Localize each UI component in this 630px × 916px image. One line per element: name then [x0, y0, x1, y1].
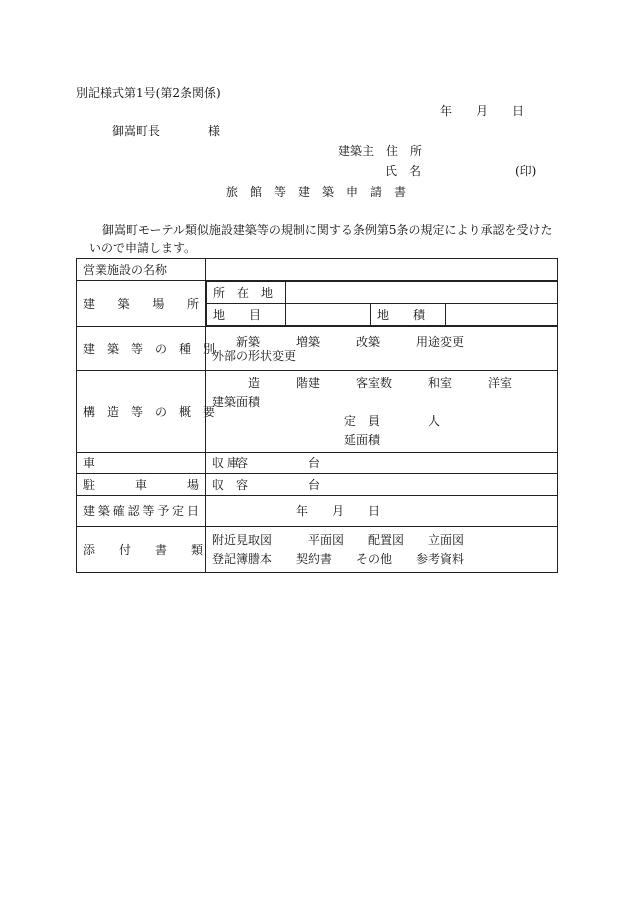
structure-line-4: 延面積: [212, 433, 381, 447]
table-row: [77, 474, 558, 496]
garage-label: 車 庫: [77, 453, 206, 474]
structure-line-2: 建築面積: [212, 395, 261, 409]
building-type-options: 新築 増築 改築 用途変更: [212, 334, 465, 349]
attachments-line-1: 附近見取図 平面図 配置図 立面図: [212, 532, 465, 547]
business-name-value[interactable]: [206, 259, 558, 281]
table-row: [77, 453, 558, 474]
location-label: 建 築 場 所: [77, 281, 206, 327]
table-row: [77, 259, 558, 281]
structure-value: [206, 371, 558, 453]
land-area-label: 地 積: [371, 304, 446, 326]
date-line: 年 月 日: [440, 104, 525, 118]
garage-value: 収 容 台: [206, 453, 558, 474]
body-text-line1: 御嵩町モーテル類似施設建築等の規制に関する条例第5条の規定により承認を受けた: [102, 223, 553, 237]
confirm-date-label: 建築確認等予定日: [77, 496, 206, 527]
applicant-address-label: 建築主 住 所: [338, 144, 423, 158]
land-category-value[interactable]: [286, 304, 371, 326]
table-row: [77, 371, 558, 453]
attachments-value: [206, 527, 558, 573]
application-table: [76, 258, 558, 573]
form-number: 別記様式第1号(第2条関係): [76, 86, 221, 100]
structure-label: 構 造 等 の 概 要: [77, 371, 206, 453]
location-address-value[interactable]: [286, 282, 558, 304]
building-type-other: 外部の形状変更: [212, 348, 297, 363]
business-name-label: 営業施設の名称: [77, 259, 206, 281]
applicant-name-label: 氏 名: [385, 164, 422, 178]
structure-line-3: 定 員 人: [212, 414, 441, 428]
body-text-line2: いので申請します。: [89, 241, 197, 255]
table-row: [77, 327, 558, 371]
seal-mark: (印): [515, 164, 537, 178]
attachments-label: 添 付 書 類: [77, 527, 206, 573]
building-type-value: [206, 327, 558, 371]
attachments-line-2: 登記簿謄本 契約書 その他 参考資料: [212, 551, 465, 566]
confirm-date-value: 年 月 日: [206, 496, 558, 527]
table-row: [77, 496, 558, 527]
parking-value: 収 容 台: [206, 474, 558, 496]
structure-line-1: 造 階建 客室数 和室 洋室: [212, 376, 513, 390]
location-cell: [206, 281, 558, 327]
parking-label: 駐 車 場: [77, 474, 206, 496]
building-type-label: 建 築 等 の 種 別: [77, 327, 206, 371]
table-row: [77, 527, 558, 573]
addressee: 御嵩町長 様: [112, 124, 221, 138]
table-row: [77, 281, 558, 327]
land-area-value[interactable]: [446, 304, 558, 326]
page-title: 旅 館 等 建 築 申 請 書: [226, 185, 407, 199]
land-category-label: 地 目: [207, 304, 286, 326]
location-address-label: 所 在 地: [207, 282, 286, 304]
